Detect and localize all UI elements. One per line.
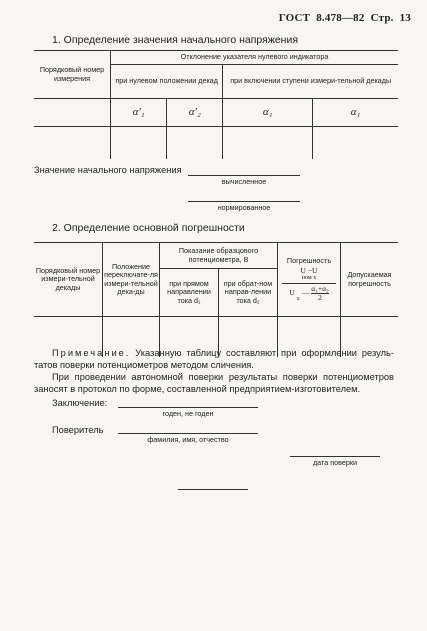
col-error: Погрешность U −U ном х U х — α₁+α₂ 2 <box>278 243 341 317</box>
autonomous-paragraph: При проведении автономной поверки результаты поверки потенциометров заносят в протокол по форме, составленной предприятием-изготовителем. <box>34 372 394 394</box>
initial-voltage-table <box>34 50 398 159</box>
col-switch-position: Положение переключате-ля измери-тельной дека-ды <box>103 243 160 317</box>
normalized-caption: нормированное <box>217 203 271 212</box>
calculated-caption: вычисленное <box>221 177 267 186</box>
symbol-alpha1-b: α₁ <box>313 99 398 127</box>
symbol-alpha1: α₁ <box>223 99 313 127</box>
col-reference-header: Показание образцового потенциометра, В <box>160 243 278 269</box>
symbol-alpha1-prime: α′₁ <box>111 99 167 127</box>
standard-number: 8.478—82 <box>316 12 365 24</box>
normalized-value-line <box>188 201 300 202</box>
error-frac-bottom: 2 <box>318 293 322 303</box>
symbol-alpha2-prime: α′₂ <box>167 99 223 127</box>
note-label: Примечание. <box>52 348 131 358</box>
section1-title: 1. Определение значения начального напряжения <box>52 34 299 46</box>
signature-line <box>178 489 248 490</box>
initial-voltage-label: Значение начального напряжения <box>34 165 182 175</box>
deviation-header: Отклонение указателя нулевого индикатора <box>111 51 399 65</box>
note-text: Указанную таблицу составляют при оформлении резуль-татов поверки потенциометров методом сличения. <box>34 348 394 370</box>
col-decade-number: Порядковый номер измери-тельной декады <box>34 243 103 317</box>
col-allowed-error: Допускаемая погрешность <box>341 243 399 317</box>
error-frac-top: α₁+α₂ <box>311 283 329 293</box>
date-caption: дата поверки <box>312 458 358 467</box>
conclusion-caption: годен, не годен <box>162 409 214 418</box>
verifier-label: Поверитель <box>52 425 104 435</box>
error-denominator-u: U <box>289 288 295 298</box>
step-header: при включении ступени измери-тельной декады <box>223 65 398 99</box>
verifier-caption: фамилия, имя, отчество <box>147 435 229 444</box>
note-paragraph <box>34 348 394 371</box>
col-measurement-number: Порядковый номер измерения <box>34 51 111 99</box>
conclusion-line <box>118 407 258 408</box>
error-denominator-sub: х <box>296 295 300 302</box>
verifier-line <box>118 433 258 434</box>
standard-label: ГОСТ <box>278 12 311 24</box>
calculated-value-line <box>188 175 300 176</box>
conclusion-label: Заключение: <box>52 398 108 408</box>
date-line <box>290 456 380 457</box>
col-forward-current: при прямом направлении тока d₁ <box>160 269 219 317</box>
zero-position-header: при нулевом положении декад <box>111 65 223 99</box>
section2-title: 2. Определение основной погрешности <box>52 222 245 234</box>
page-number: 13 <box>399 12 411 24</box>
page-label: Стр. <box>370 12 394 24</box>
error-numerator: U −U <box>300 265 318 275</box>
page-header <box>273 12 411 24</box>
col-reverse-current: при обрат-ном направ-лении тока d₂ <box>219 269 278 317</box>
basic-error-table <box>34 242 398 357</box>
error-title: Погрешность <box>286 255 332 265</box>
error-numerator-sub: ном х <box>301 275 317 282</box>
